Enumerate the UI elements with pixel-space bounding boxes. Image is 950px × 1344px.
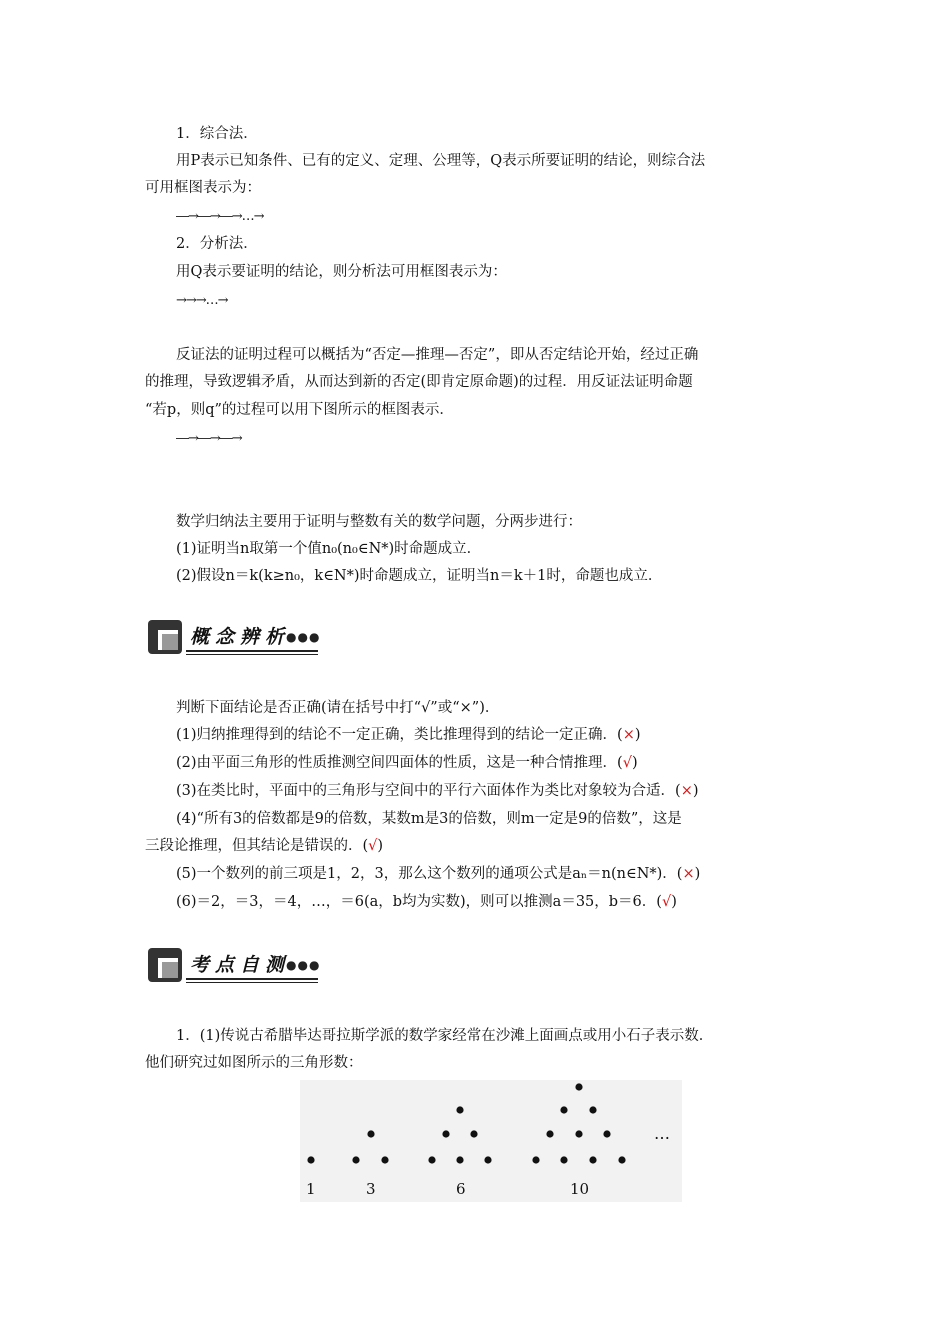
- sec3-line2: (1)证明当n取第一个值n₀(n₀∈N*)时命题成立．: [176, 541, 482, 557]
- judge-item-2: (2)由平面三角形的性质推测空间四面体的性质，这是一种合情推理．(√): [176, 755, 638, 771]
- figure-label-1: 1: [306, 1180, 316, 1198]
- judge-item-3: (3)在类比时，平面中的三角形与空间中的平行六面体作为类比对象较为合适．(×): [176, 783, 699, 799]
- judge-item-6: (6)＝2，＝3，＝4，…，＝6(a，b均为实数)，则可以推测a＝35，b＝6．(√): [176, 894, 677, 910]
- section-dots: ●●●: [286, 958, 321, 972]
- section-title: 考点自测: [190, 954, 291, 976]
- sec2-line2: 的推理，导致逻辑矛盾，从而达到新的否定(即肯定原命题)的过程．用反证法证明命题: [145, 374, 693, 390]
- quiz-line2: 他们研究过如图所示的三角形数：: [145, 1055, 363, 1071]
- sec2-line3: “若p，则q”的过程可以用下图所示的框图表示．: [145, 402, 454, 418]
- section-header-quiz: [146, 940, 346, 992]
- section-badge-icon: [146, 618, 184, 656]
- dot-patterns: [300, 1080, 682, 1202]
- triangular-numbers-figure: [300, 1080, 682, 1202]
- section-rule: [186, 650, 318, 655]
- judge-item-1: (1)归纳推理得到的结论不一定正确，类比推理得到的结论一定正确．(×): [176, 727, 641, 743]
- sec2-line1: 反证法的证明过程可以概括为“否定—推理—否定”，即从否定结论开始，经过正确: [176, 347, 699, 363]
- judge-item-4a: (4)“所有3的倍数都是9的倍数，某数m是3的倍数，则m一定是9的倍数”，这是: [176, 811, 682, 827]
- sec3-line3: (2)假设n＝k(k≥n₀，k∈N*)时命题成立，证明当n＝k＋1时，命题也成立．: [176, 568, 663, 584]
- section-dots: ●●●: [286, 630, 321, 644]
- figure-label-10: 10: [570, 1180, 590, 1198]
- sec1-line3: 可用框图表示为：: [145, 180, 261, 196]
- figure-ellipsis: …: [654, 1124, 670, 1143]
- section-rule: [186, 978, 318, 983]
- section-badge-icon: [146, 946, 184, 984]
- figure-label-3: 3: [366, 1180, 376, 1198]
- section-title: 概念辨析: [190, 626, 291, 648]
- sec1-line4: 2．分析法．: [176, 236, 258, 252]
- judge-item-5: (5)一个数列的前三项是1，2，3，那么这个数列的通项公式是aₙ＝n(n∈N*)．(×): [176, 866, 701, 882]
- sec3-line1: 数学归纳法主要用于证明与整数有关的数学问题，分两步进行：: [176, 514, 582, 530]
- quiz-line1: 1．(1)传说古希腊毕达哥拉斯学派的数学家经常在沙滩上面画点或用小石子表示数．: [176, 1028, 714, 1044]
- sec2-arrows: ―→―→―→: [176, 431, 242, 446]
- sec1-line2: 用P表示已知条件、已有的定义、定理、公理等，Q表示所要证明的结论，则综合法: [176, 153, 706, 169]
- sec1-line1: 1．综合法．: [176, 126, 258, 142]
- section-header-concept: [146, 612, 346, 664]
- sec1-arrows2: →→→…→: [176, 293, 228, 308]
- judge-intro: 判断下面结论是否正确(请在括号中打“√”或“×”)．: [176, 700, 500, 716]
- sec1-line5: 用Q表示要证明的结论，则分析法可用框图表示为：: [176, 264, 507, 280]
- judge-item-4b: 三段论推理，但其结论是错误的．(√): [145, 838, 384, 854]
- figure-label-6: 6: [456, 1180, 466, 1198]
- sec1-arrows: ―→―→―→…→: [176, 209, 264, 224]
